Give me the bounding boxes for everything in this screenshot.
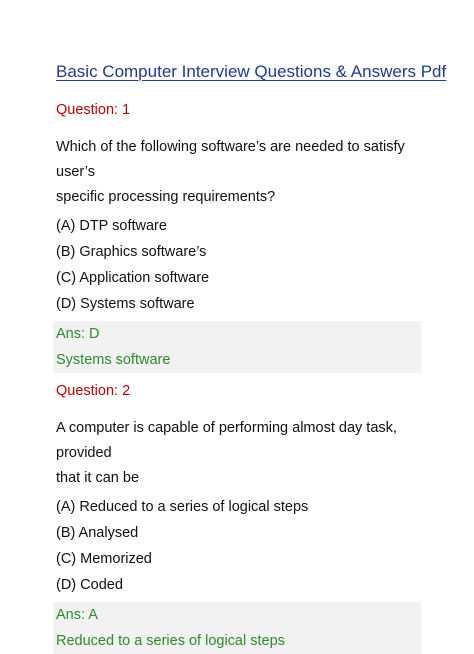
question-1-option-d: (D) Systems software (56, 296, 195, 312)
question-2-label: Question: 2 (56, 383, 131, 399)
question-2-text-line-2: that it can be (56, 470, 140, 486)
question-2-option-c: (C) Memorized (56, 551, 152, 567)
question-2-answer: Ans: A (56, 607, 98, 623)
question-1-option-a: (A) DTP software (56, 218, 167, 234)
spacer (56, 373, 418, 383)
question-2 (56, 383, 418, 654)
question-2-answer-text: Reduced to a series of logical steps (56, 633, 285, 649)
document-title: Basic Computer Interview Questions & Answers Pdf (56, 62, 447, 81)
question-2-text-line-1: A computer is capable of performing almost day task, provided (56, 420, 397, 461)
question-1-option-b: (B) Graphics software’s (56, 244, 207, 260)
question-2-option-a: (A) Reduced to a series of logical steps (56, 499, 309, 515)
question-1 (56, 102, 418, 373)
question-1-answer-block (53, 321, 421, 373)
question-1-text-line-2: specific processing requirements? (56, 189, 276, 205)
question-1-text-line-1: Which of the following software’s are needed to satisfy user’s (56, 139, 405, 180)
question-2-option-d: (D) Coded (56, 577, 123, 593)
question-1-label: Question: 1 (56, 102, 131, 118)
question-2-answer-block (53, 602, 421, 654)
question-2-option-b: (B) Analysed (56, 525, 139, 541)
question-1-text (56, 135, 418, 210)
question-1-answer-text: Systems software (56, 352, 171, 368)
question-1-answer: Ans: D (56, 326, 100, 342)
question-2-text (56, 416, 418, 491)
question-1-option-c: (C) Application software (56, 270, 210, 286)
